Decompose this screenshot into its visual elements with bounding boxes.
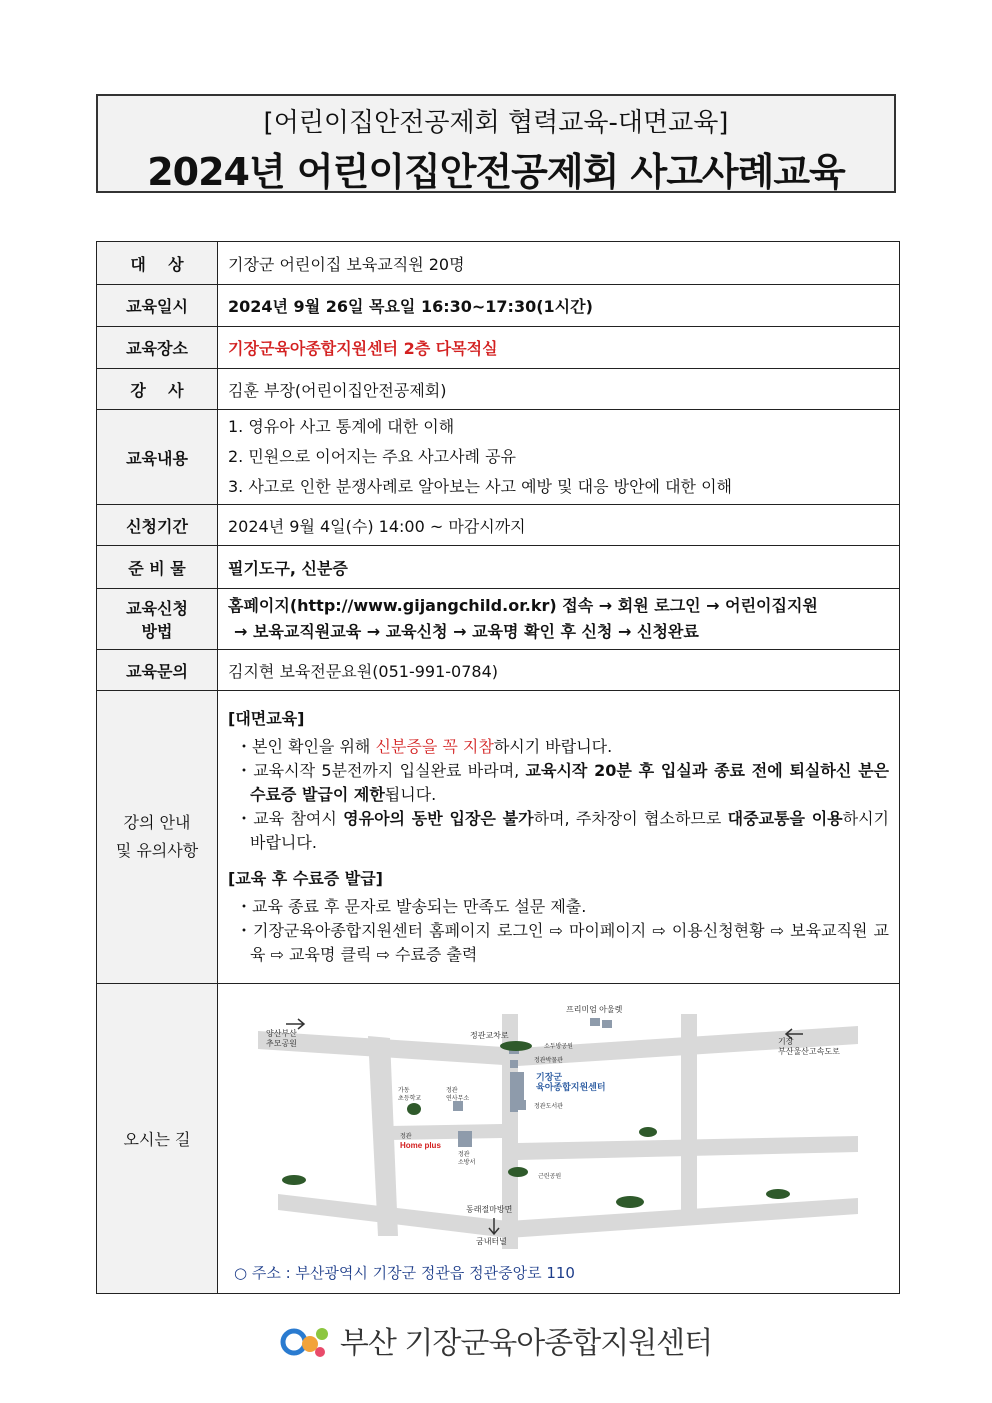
- building-icon: [510, 1104, 518, 1112]
- notice-text: 됩니다.: [384, 785, 437, 804]
- row-prep: [97, 546, 900, 589]
- org-logo-icon: [280, 1320, 332, 1360]
- map-label: Home plus: [400, 1140, 441, 1150]
- label-method-line: 방법: [141, 622, 173, 641]
- map-label: 기장: [778, 1036, 794, 1046]
- label-target: 대 상: [97, 242, 218, 285]
- tree-icon: [639, 1127, 657, 1137]
- label-lecturer: 강 사: [97, 369, 218, 410]
- notice-heading: [대면교육]: [228, 709, 305, 728]
- map-label: 추모공원: [266, 1038, 297, 1048]
- notice-text: 하며, 주차장이 협소하므로: [533, 809, 728, 828]
- tree-icon: [500, 1041, 532, 1051]
- tree-icon: [616, 1196, 644, 1208]
- map-label: 프리미엄 아울렛: [566, 1004, 623, 1014]
- map-label: 부산울산고속도로: [778, 1046, 840, 1056]
- label-content: 교육내용: [97, 410, 218, 505]
- row-content: [97, 410, 900, 505]
- map-label: 근린공원: [538, 1173, 562, 1180]
- notice-emphasis: 대중교통을 이용: [727, 809, 843, 828]
- notice-emphasis: 영유아의 동반 입장은 불가: [343, 809, 534, 828]
- notice-highlight: 신분증을 꼭 지참: [375, 737, 494, 756]
- label-notice: [97, 691, 218, 984]
- row-date: [97, 285, 900, 327]
- map-label: 정관: [458, 1151, 470, 1158]
- notice-item: ・교육 종료 후 문자로 발송되는 만족도 설문 제출.: [236, 897, 587, 916]
- notice-text: 하시기 바랍니다.: [493, 737, 613, 756]
- label-place: 교육장소: [97, 327, 218, 369]
- map: [218, 986, 899, 1292]
- notice-text: 하시기 바랍니다.: [250, 809, 890, 852]
- label-method: [97, 589, 218, 650]
- row-inquiry: [97, 650, 900, 691]
- label-directions: 오시는 길: [97, 984, 218, 1294]
- building-icon: [458, 1131, 472, 1147]
- value-place: 기장군육아종합지원센터 2층 다목적실: [218, 327, 900, 369]
- notice-emphasis: 교육시작 20분 후 입실과 종료 전에 퇴실하신 분은 수료증 발급이 제한: [250, 761, 889, 804]
- label-notice-line: 강의 안내: [123, 813, 191, 832]
- map-label: 정관: [400, 1133, 412, 1140]
- notice-text: ・교육시작 5분전까지 입실완료 바라며,: [236, 761, 526, 780]
- notice-text: ・본인 확인을 위해: [236, 737, 376, 756]
- notice-heading: [교육 후 수료증 발급]: [228, 869, 383, 888]
- tree-icon: [508, 1167, 528, 1177]
- label-date: 교육일시: [97, 285, 218, 327]
- arrow-right-icon: [286, 1019, 304, 1029]
- label-inquiry: 교육문의: [97, 650, 218, 691]
- row-directions: [97, 984, 900, 1294]
- building-icon: [453, 1101, 463, 1111]
- map-label: 육아종합지원센터: [536, 1081, 606, 1092]
- label-notice-line: 및 유의사항: [115, 841, 199, 860]
- notice-item: [228, 807, 889, 855]
- method-line: → 보육교직원교육 → 교육신청 → 교육명 확인 후 신청 → 신청완료: [234, 622, 699, 641]
- tree-icon: [407, 1103, 421, 1115]
- label-method-line: 교육신청: [126, 599, 188, 618]
- map-label: 정관: [446, 1087, 458, 1094]
- info-table: [96, 241, 900, 1294]
- footer: [0, 1318, 992, 1364]
- map-svg: [218, 986, 898, 1256]
- map-label: 초등학교: [398, 1095, 422, 1102]
- page-subtitle: [어린이집안전공제회 협력교육-대면교육]: [263, 108, 729, 138]
- address: ○ 주소 : 부산광역시 기장군 정관읍 정관중앙로 110: [234, 1263, 575, 1282]
- map-label: 연사무소: [446, 1095, 470, 1102]
- map-label: 정관교차로: [470, 1030, 509, 1040]
- method-line: 홈페이지(http://www.gijangchild.or.kr) 접속 → 회원 로그인 → 어린이집지원: [228, 596, 818, 615]
- value-date: 2024년 9월 26일 목요일 16:30~17:30(1시간): [218, 285, 900, 327]
- row-place: [97, 327, 900, 369]
- title-box: [96, 94, 896, 193]
- org-name: 부산 기장군육아종합지원센터: [339, 1326, 713, 1361]
- row-target: [97, 242, 900, 285]
- content-item: 2. 민원으로 이어지는 주요 사고사례 공유: [228, 447, 516, 466]
- map-trees: [282, 1041, 790, 1208]
- building-icon: [602, 1020, 612, 1028]
- map-label: 양산부산: [266, 1028, 297, 1038]
- notice-item: [228, 759, 889, 807]
- value-method: [218, 589, 900, 650]
- value-prep: 필기도구, 신분증: [218, 546, 900, 589]
- map-label: 소방서: [458, 1159, 476, 1166]
- notice-text: ・교육 참여시: [236, 809, 344, 828]
- value-inquiry: 김지현 보육전문요원(051-991-0784): [218, 650, 900, 691]
- map-label: 동래절마방면: [466, 1204, 513, 1214]
- map-label: 기장군: [536, 1071, 563, 1082]
- page-title: 2024년 어린이집안전공제회 사고사례교육: [147, 150, 845, 194]
- value-notice: [218, 691, 900, 984]
- tree-icon: [766, 1189, 790, 1199]
- content-item: 1. 영유아 사고 통계에 대한 이해: [228, 417, 455, 436]
- building-icon: [510, 1060, 518, 1068]
- row-notice: [97, 691, 900, 984]
- label-period: 신청기간: [97, 505, 218, 546]
- map-label: 소두방공원: [544, 1043, 573, 1050]
- value-directions: [218, 984, 900, 1294]
- value-target: 기장군 어린이집 보육교직원 20명: [218, 242, 900, 285]
- row-lecturer: [97, 369, 900, 410]
- row-period: [97, 505, 900, 546]
- map-label: 정관도서관: [534, 1103, 563, 1110]
- label-prep: 준 비 물: [97, 546, 218, 589]
- tree-icon: [282, 1175, 306, 1185]
- notice-item: ・기장군육아종합지원센터 홈페이지 로그인 ⇨ 마이페이지 ⇨ 이용신청현황 ⇨ 보육교직원 교육 ⇨ 교육명 클릭 ⇨ 수료증 출력: [236, 921, 889, 964]
- map-label: 가동: [398, 1087, 410, 1094]
- notice-item: [228, 735, 889, 759]
- content-item: 3. 사고로 인한 분쟁사례로 알아보는 사고 예방 및 대응 방안에 대한 이해: [228, 477, 732, 496]
- map-label: 굼내터널: [476, 1236, 507, 1246]
- value-period: 2024년 9월 4일(수) 14:00 ~ 마감시까지: [218, 505, 900, 546]
- map-label: 정관박물관: [534, 1057, 563, 1064]
- value-lecturer: 김훈 부장(어린이집안전공제회): [218, 369, 900, 410]
- value-content: [218, 410, 900, 505]
- row-method: [97, 589, 900, 650]
- building-icon: [590, 1018, 600, 1026]
